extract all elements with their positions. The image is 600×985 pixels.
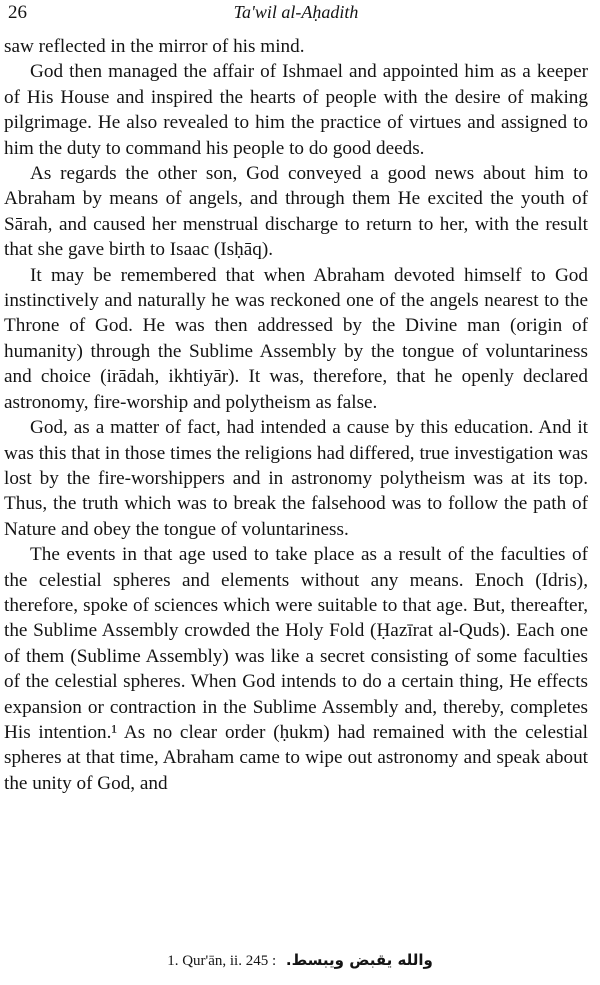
footnote-arabic-text: والله يقبض ويبسط. xyxy=(285,951,433,969)
paragraph: It may be remembered that when Abraham devoted himself to God instinctively and naturally he was reckoned one of the angels nearest to the Throne of God. He was then addressed by the Divine man (origin of humanity) through the Sublime Assembly by the tongue of voluntariness and choice (irādah, ikhtiyār). It was, therefore, that he openly declared astronomy, fire-worship and polytheism as false. xyxy=(4,264,588,413)
paragraph: The events in that age used to take place as a result of the faculties of the celestial spheres and elements without any means. Enoch (Idris), therefore, spoke of sciences which were suitable to that age. But, thereafter, the Sublime Assembly crowded the Holy Fold (Ḥazīrat al-Quds). Each one of them (Sublime Assembly) was like a secret consisting of some faculties of the celestial spheres. When God intends to do a certain thing, He effects expansion or contraction in the Sublime Assembly and, thereby, completes His intention.¹ As no clear order (ḥukm) had remained with the celestial spheres at that time, Abraham came to wipe out astronomy and speak about the unity of God, and xyxy=(4,544,588,794)
paragraph: God then managed the affair of Ishmael and appointed him as a keeper of His House and inspired the hearts of people with the desire of making pilgrimage. He also revealed to him the practice of virtues and assigned to him the duty to command his people to do good deeds. xyxy=(4,61,588,159)
running-title: Ta'wil al-Aḥadith xyxy=(233,2,359,22)
paragraph: God, as a matter of fact, had intended a cause by this education. And it was this that in those times the religions had differed, true investigation was lost by the fire-worshippers and in astronomy polytheism was at its top. Thus, the truth which was to break the falsehood was to follow the path of Nature and obey the tongue of voluntariness. xyxy=(4,417,588,540)
paragraph: As regards the other son, God conveyed a good news about him to Abraham by means of angels, and through them He excited the youth of Sārah, and caused her menstrual discharge to return to her, with the result that she gave birth to Isaac (Isḥāq). xyxy=(4,163,588,261)
footnote xyxy=(0,951,600,970)
page-number: 26 xyxy=(8,2,27,23)
running-head xyxy=(4,0,588,34)
paragraph: saw reflected in the mirror of his mind. xyxy=(4,36,305,57)
footnote-reference: 1. Qur'ān, ii. 245 : xyxy=(167,953,277,969)
body-text xyxy=(4,34,588,796)
